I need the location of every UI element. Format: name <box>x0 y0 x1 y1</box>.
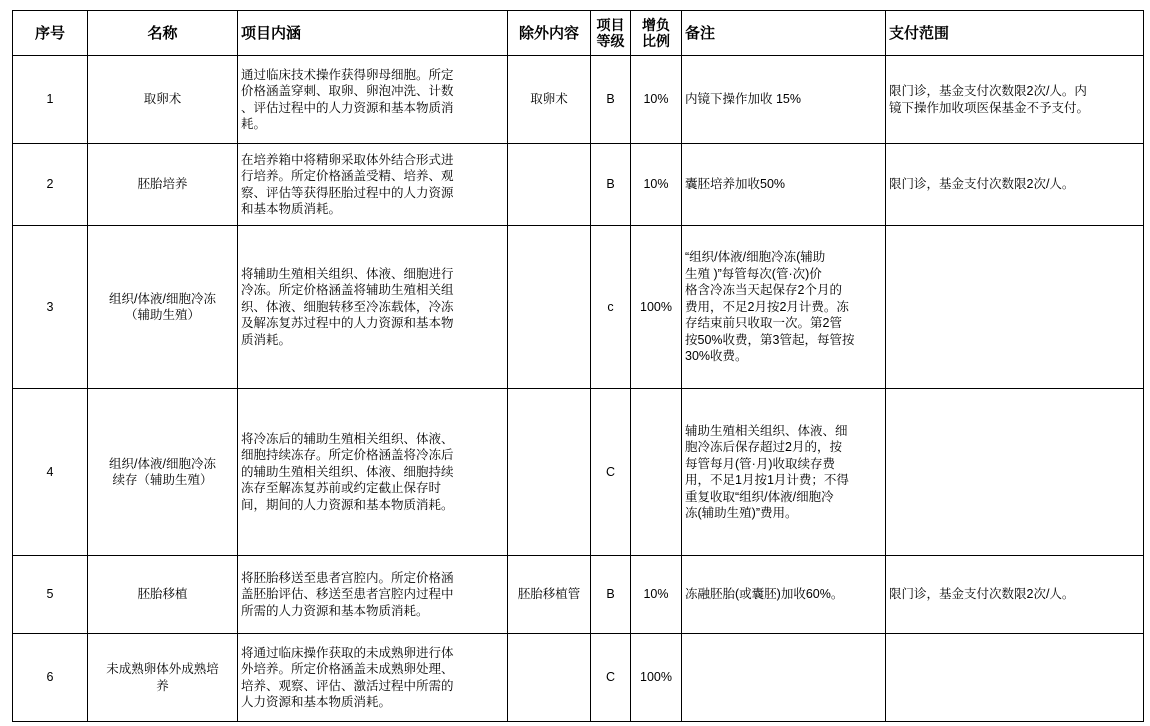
cell-payment: 限门诊，基金支付次数限2次/人。内 镜下操作加收项医保基金不予支付。 <box>886 56 1144 144</box>
cell-ratio: 10% <box>631 144 682 226</box>
table-row <box>13 556 1144 634</box>
cell-content: 将通过临床操作获取的未成熟卵进行体 外培养。所定价格涵盖未成熟卵处理、 培养、观察、评估、激活过程中所需的 人力资源和基本物质消耗。 <box>238 634 508 722</box>
cell-index: 2 <box>13 144 88 226</box>
table-row <box>13 144 1144 226</box>
cell-index: 1 <box>13 56 88 144</box>
cell-exclusions: 胚胎移植管 <box>508 556 591 634</box>
cell-ratio: 10% <box>631 556 682 634</box>
cell-name: 未成熟卵体外成熟培 养 <box>88 634 238 722</box>
header-payment: 支付范围 <box>886 11 1144 56</box>
cell-payment <box>886 634 1144 722</box>
cell-level: c <box>591 226 631 389</box>
cell-exclusions: 取卵术 <box>508 56 591 144</box>
cell-content: 将冷冻后的辅助生殖相关组织、体液、 细胞持续冻存。所定价格涵盖将冷冻后 的辅助生殖相关组织、体液、细胞持续 冻存至解冻复苏前或约定截止保存时 间，期间的人力资源和基本物质消耗。 <box>238 389 508 556</box>
cell-name: 取卵术 <box>88 56 238 144</box>
cell-name: 胚胎培养 <box>88 144 238 226</box>
cell-notes: 辅助生殖相关组织、体液、细 胞冷冻后保存超过2月的，按 每管每月(管·月)收取续存费 用，不足1月按1月计费；不得 重复收取“组织/体液/细胞冷 冻(辅助生殖)”费用。 <box>682 389 886 556</box>
cell-content: 通过临床技术操作获得卵母细胞。所定 价格涵盖穿刺、取卵、卵泡冲洗、计数 、评估过程中的人力资源和基本物质消 耗。 <box>238 56 508 144</box>
cell-exclusions <box>508 144 591 226</box>
cell-notes: 囊胚培养加收50% <box>682 144 886 226</box>
header-notes: 备注 <box>682 11 886 56</box>
fee-items-table <box>12 10 1144 722</box>
header-exclusions: 除外内容 <box>508 11 591 56</box>
cell-content: 将辅助生殖相关组织、体液、细胞进行 冷冻。所定价格涵盖将辅助生殖相关组 织、体液、细胞转移至冷冻载体，冷冻 及解冻复苏过程中的人力资源和基本物 质消耗。 <box>238 226 508 389</box>
cell-payment <box>886 226 1144 389</box>
table-row <box>13 56 1144 144</box>
cell-ratio: 10% <box>631 56 682 144</box>
cell-level: C <box>591 389 631 556</box>
cell-notes: “组织/体液/细胞冷冻(辅助 生殖 )”每管每次(管·次)价 格含冷冻当天起保存2个月的 费用，不足2月按2月计费。冻 存结束前只收取一次。第2管 按50%收费，第3管起，每管按 30%收费。 <box>682 226 886 389</box>
cell-notes: 冻融胚胎(或囊胚)加收60%。 <box>682 556 886 634</box>
header-name: 名称 <box>88 11 238 56</box>
cell-exclusions <box>508 389 591 556</box>
cell-payment: 限门诊，基金支付次数限2次/人。 <box>886 556 1144 634</box>
cell-name: 胚胎移植 <box>88 556 238 634</box>
cell-level: B <box>591 56 631 144</box>
table-row <box>13 226 1144 389</box>
cell-ratio: 100% <box>631 634 682 722</box>
cell-exclusions <box>508 634 591 722</box>
header-level: 项目 等级 <box>591 11 631 56</box>
cell-content: 在培养箱中将精卵采取体外结合形式进 行培养。所定价格涵盖受精、培养、观 察、评估等获得胚胎过程中的人力资源 和基本物质消耗。 <box>238 144 508 226</box>
cell-name: 组织/体液/细胞冷冻 （辅助生殖） <box>88 226 238 389</box>
cell-payment: 限门诊，基金支付次数限2次/人。 <box>886 144 1144 226</box>
cell-index: 3 <box>13 226 88 389</box>
cell-payment <box>886 389 1144 556</box>
cell-notes: 内镜下操作加收 15% <box>682 56 886 144</box>
table-row <box>13 634 1144 722</box>
cell-index: 6 <box>13 634 88 722</box>
header-index: 序号 <box>13 11 88 56</box>
table-row <box>13 389 1144 556</box>
header-ratio: 增负 比例 <box>631 11 682 56</box>
cell-ratio <box>631 389 682 556</box>
cell-level: B <box>591 144 631 226</box>
header-content: 项目内涵 <box>238 11 508 56</box>
cell-exclusions <box>508 226 591 389</box>
header-row <box>13 11 1144 56</box>
cell-level: B <box>591 556 631 634</box>
cell-ratio: 100% <box>631 226 682 389</box>
cell-level: C <box>591 634 631 722</box>
cell-notes <box>682 634 886 722</box>
cell-index: 4 <box>13 389 88 556</box>
cell-index: 5 <box>13 556 88 634</box>
cell-name: 组织/体液/细胞冷冻 续存（辅助生殖） <box>88 389 238 556</box>
cell-content: 将胚胎移送至患者宫腔内。所定价格涵 盖胚胎评估、移送至患者宫腔内过程中 所需的人力资源和基本物质消耗。 <box>238 556 508 634</box>
